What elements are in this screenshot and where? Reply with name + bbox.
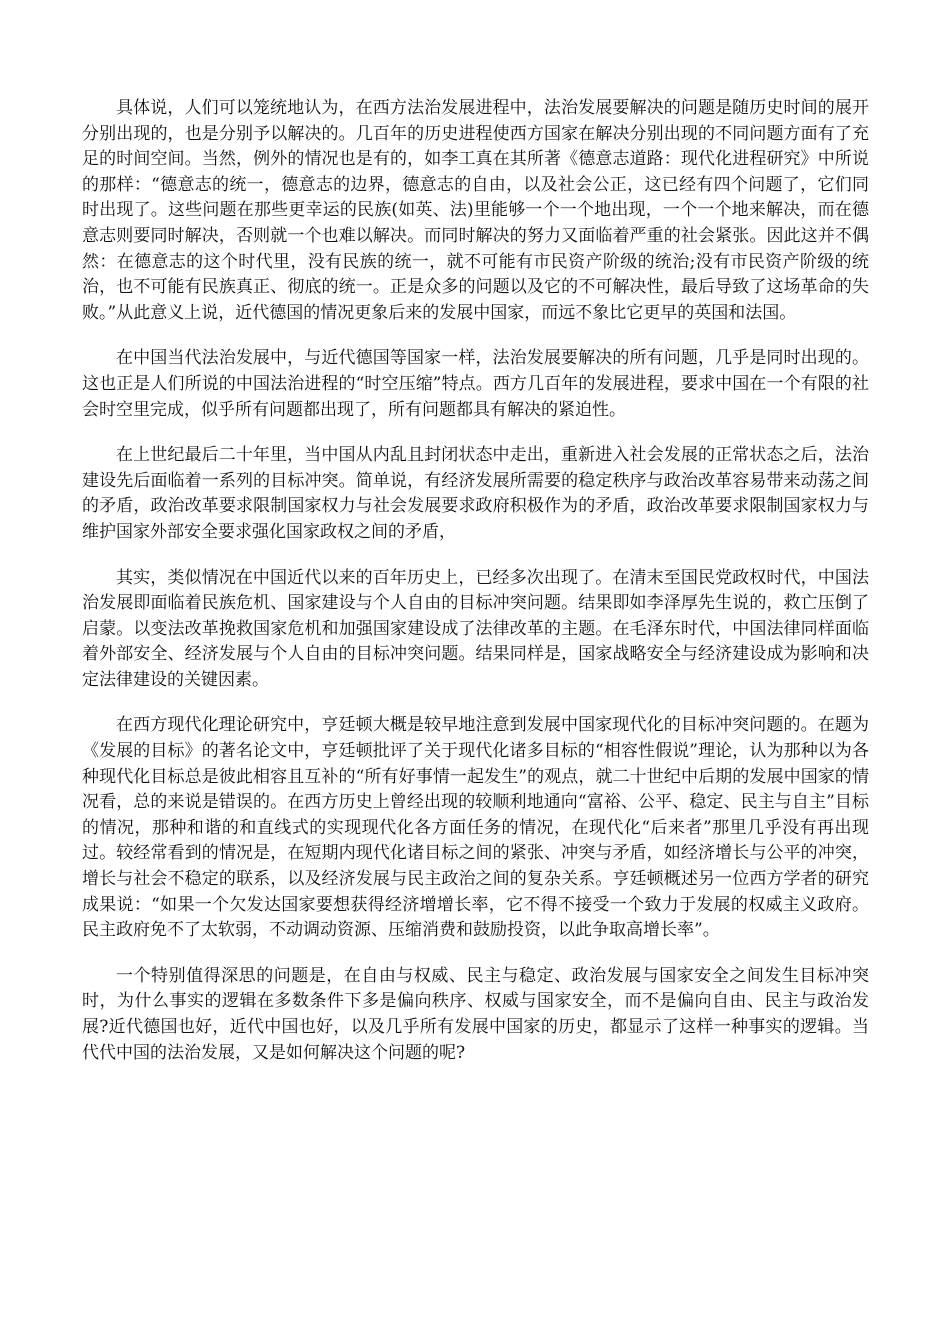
paragraph-2: 在中国当代法治发展中，与近代德国等国家一样，法治发展要解决的所有问题，几乎是同时出现的。这也正是人们所说的中国法治进程的“时空压缩”特点。西方几百年的发展进程，要求中国在一个有限的社会时空里完成，似乎所有问题都出现了，所有问题都具有解决的紧迫性。 (82, 348, 869, 420)
paragraph-1: 具体说，人们可以笼统地认为，在西方法治发展进程中，法治发展要解决的问题是随历史时间的展开分别出现的，也是分别予以解决的。几百年的历史进程使西方国家在解决分别出现的不同问题方面有了充足的时间空间。当然，例外的情况也是有的，如李工真在其所著《德意志道路：现代化进程研究》中所说的那样：“德意志的统一，德意志的边界，德意志的自由，以及社会公正，这已经有四个问题了，它们同时出现了。这些问题在那些更幸运的民族(如英、法)里能够一个一个地出现，一个一个地来解决，而在德意志则要同时解决，否则就一个也难以解决。而同时解决的努力又面临着严重的社会紧张。因此这并不偶然：在德意志的这个时代里，没有民族的统一，就不可能有市民资产阶级的统治;没有市民资产阶级的统治，也不可能有民族真正、彻底的统一。正是众多的问题以及它的不可解决性，最后导致了这场革命的失败。”从此意义上说，近代德国的情况更象后来的发展中国家，而远不象比它更早的英国和法国。 (82, 98, 869, 323)
paragraph-5: 在西方现代化理论研究中，亨廷顿大概是较早地注意到发展中国家现代化的目标冲突问题的。在题为《发展的目标》的著名论文中，亨廷顿批评了关于现代化诸多目标的“相容性假说”理论，认为那种以为各种现代化目标总是彼此相容且互补的“所有好事情一起发生”的观点，就二十世纪中后期的发展中国家的情况看，总的来说是错误的。在西方历史上曾经出现的较顺利地通向“富裕、公平、稳定、民主与自主”目标的情况，那种和谐的和直线式的实现现代化各方面任务的情况，在现代化“后来者”那里几乎没有再出现过。较经常看到的情况是，在短期内现代化诸目标之间的紧张、冲突与矛盾，如经济增长与公平的冲突，增长与社会不稳定的联系，以及经济发展与民主政治之间的复杂关系。亨廷顿概述另一位西方学者的研究成果说：“如果一个欠发达国家要想获得经济增增长率，它不得不接受一个致力于发展的权威主义政府。民主政府免不了太软弱，不动调动资源、压缩消费和鼓励投资，以此争取高增长率”。 (82, 715, 869, 941)
paragraph-3: 在上世纪最后二十年里，当中国从内乱且封闭状态中走出，重新进入社会发展的正常状态之后，法治建设先后面临着一系列的目标冲突。简单说，有经济发展所需要的稳定秩序与政治改革容易带来动荡之间的矛盾，政治改革要求限制国家权力与社会发展要求政府积极作为的矛盾，政治改革要求限制国家权力与维护国家外部安全要求强化国家政权之间的矛盾， (82, 445, 869, 542)
paragraph-6: 一个特别值得深思的问题是，在自由与权威、民主与稳定、政治发展与国家安全之间发生目标冲突时，为什么事实的逻辑在多数条件下多是偏向秩序、权威与国家安全，而不是偏向自由、民主与政治发展?近代德国也好，近代中国也好，以及几乎所有发展中国家的历史，都显示了这样一种事实的逻辑。当代代中国的法治发展，又是如何解决这个问题的呢? (82, 965, 869, 1063)
paragraph-4: 其实，类似情况在中国近代以来的百年历史上，已经多次出现了。在清末至国民党政权时代，中国法治发展即面临着民族危机、国家建设与个人自由的目标冲突问题。结果即如李泽厚先生说的，救亡压倒了启蒙。以变法改革挽救国家危机和加强国家建设成了法律改革的主题。在毛泽东时代，中国法律同样面临着外部安全、经济发展与个人自由的目标冲突问题。结果同样是，国家战略安全与经济建设成为影响和决定法律建设的关键因素。 (82, 567, 869, 690)
document-page (82, 96, 869, 1086)
